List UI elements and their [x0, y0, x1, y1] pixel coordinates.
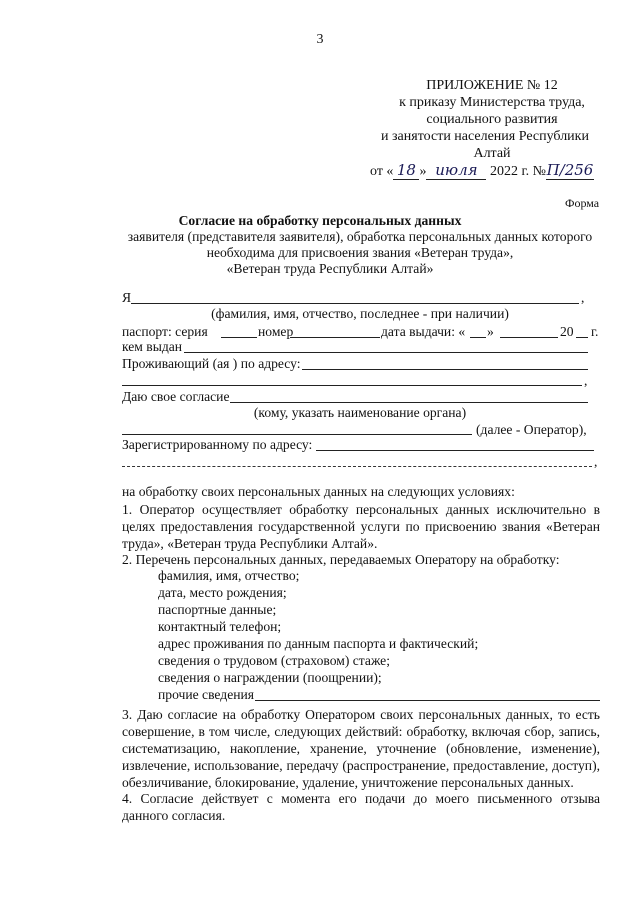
- issue-day-line[interactable]: [470, 337, 486, 338]
- fio-hint: (фамилия, имя, отчество, последнее - при наличии): [211, 306, 509, 321]
- organ-line-2[interactable]: [122, 434, 472, 435]
- consent-to-label: Даю свое согласие: [122, 389, 230, 404]
- clause-1: 1. Оператор осуществляет обработку персональных данных исключительно в целях предоставления государственной услуги по присвоению звания «Ветеран труда», «Ветеран труда Республики Алтай».: [122, 502, 600, 551]
- comma: ,: [594, 454, 598, 469]
- page-number: 3: [316, 32, 324, 47]
- list-item: сведения о награждении (поощрении);: [158, 670, 382, 685]
- list-item: фамилия, имя, отчество;: [158, 568, 300, 583]
- clause-2: 2. Перечень персональных данных, передаваемых Оператору на обработку:: [122, 552, 560, 567]
- organ-hint: (кому, указать наименование органа): [253, 405, 467, 420]
- intro-text: на обработку своих персональных данных на следующих условиях:: [122, 484, 515, 499]
- appendix-line: и занятости населения Республики: [381, 129, 589, 144]
- list-item: дата, место рождения;: [158, 585, 287, 600]
- passport-series-label: паспорт: серия: [122, 324, 208, 339]
- registered-line-2[interactable]: [122, 466, 592, 467]
- comma: ,: [584, 373, 588, 388]
- form-label: Форма: [565, 196, 600, 210]
- title-line: «Ветеран труда Республики Алтай»: [226, 261, 434, 276]
- appendix-title: ПРИЛОЖЕНИЕ № 12: [426, 78, 558, 93]
- residing-label: Проживающий (ая ) по адресу:: [122, 356, 301, 371]
- appendix-line: к приказу Министерства труда,: [399, 95, 585, 110]
- issue-year-line[interactable]: [576, 337, 588, 338]
- clause-3: 3. Даю согласие на обработку Оператором своих персональных данных, то есть совершение, в том числе, следующих действий: обработку, включая сбор, запись, систематизацию, накопление, хранение, уточнение (обновление, изменение), извлечение, использование, передачу (распространение, предоставление, доступ), обезличивание, блокирование, удаление, уничтожение персональных данных.: [122, 707, 600, 790]
- issue-month-line[interactable]: [500, 337, 558, 338]
- list-item: паспортные данные;: [158, 602, 277, 617]
- field-i-label: Я: [122, 290, 132, 305]
- issue-date-label: дата выдачи: «: [381, 324, 466, 339]
- handwritten-number: П/256: [546, 161, 594, 179]
- passport-number-label: номер: [258, 324, 294, 339]
- operator-label: (далее - Оператор),: [476, 422, 587, 437]
- appendix-line: Алтай: [473, 146, 511, 161]
- registered-label: Зарегистрированному по адресу:: [122, 437, 313, 452]
- residing-line-2[interactable]: [122, 385, 582, 386]
- other-info-line[interactable]: [255, 700, 600, 701]
- comma: ,: [581, 290, 585, 305]
- list-item: адрес проживания по данным паспорта и фактический;: [158, 636, 479, 651]
- list-item: прочие сведения: [158, 687, 255, 702]
- issued-by-label: кем выдан: [122, 339, 183, 354]
- appendix-line: социального развития: [426, 112, 558, 127]
- list-item: сведения о трудовом (страховом) стаже;: [158, 653, 390, 668]
- appendix-date: от « 18 » июля 2022 г. №П/256: [370, 161, 594, 179]
- registered-line[interactable]: [316, 450, 594, 451]
- passport-series-line[interactable]: [221, 337, 257, 338]
- handwritten-month: июля: [426, 162, 486, 180]
- fio-line[interactable]: [131, 303, 579, 304]
- handwritten-day: 18: [393, 162, 419, 180]
- consent-title: Согласие на обработку персональных данных: [178, 213, 462, 228]
- issue-year-prefix: 20: [560, 324, 574, 339]
- passport-number-line[interactable]: [290, 337, 380, 338]
- residing-line[interactable]: [302, 369, 588, 370]
- title-line: заявителя (представителя заявителя), обработка персональных данных которого: [127, 229, 593, 244]
- clause-4: 4. Согласие действует с момента его подачи до моего письменного отзыва данного согласия.: [122, 791, 600, 823]
- issued-by-line[interactable]: [184, 352, 588, 353]
- title-line: необходима для присвоения звания «Ветеран труда»,: [206, 245, 514, 260]
- organ-line[interactable]: [230, 402, 588, 403]
- list-item: контактный телефон;: [158, 619, 282, 634]
